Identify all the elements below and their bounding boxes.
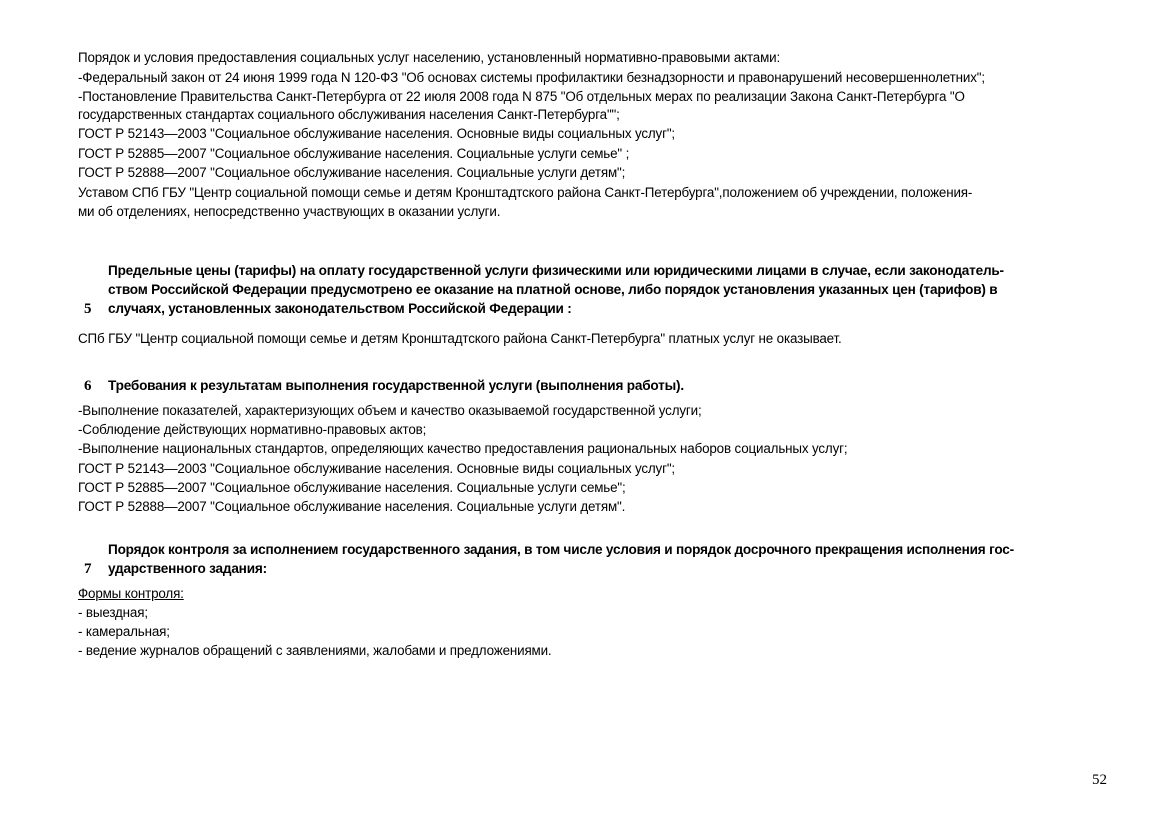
control-form-item: - ведение журналов обращений с заявлениями, жалобами и предложениями. xyxy=(78,643,552,658)
legal-basis-line: ГОСТ Р 52888—2007 "Социальное обслуживание населения. Социальные услуги детям"; xyxy=(78,165,626,180)
control-forms-label: Формы контроля: xyxy=(78,586,184,601)
section-6-line: ГОСТ Р 52888—2007 "Социальное обслуживание населения. Социальные услуги детям". xyxy=(78,499,626,514)
section-6-line: -Выполнение показателей, характеризующих объем и качество оказываемой государственной услуги; xyxy=(78,403,702,418)
section-7-number: 7 xyxy=(84,561,92,577)
section-6-number: 6 xyxy=(84,378,92,394)
section-5-heading: Предельные цены (тарифы) на оплату государственной услуги физическими или юридическими лицами в случае, если законодатель- xyxy=(108,263,1004,278)
control-form-item: - выездная; xyxy=(78,605,148,620)
legal-basis-line: ГОСТ Р 52885—2007 "Социальное обслуживание населения. Социальные услуги семье" ; xyxy=(78,146,630,161)
section-6-line: -Выполнение национальных стандартов, определяющих качество предоставления рациональных наборов социальных услуг; xyxy=(78,441,848,456)
legal-basis-line: государственных стандартах социального обслуживания населения Санкт-Петербурга""; xyxy=(78,107,620,122)
section-6-line: ГОСТ Р 52885—2007 "Социальное обслуживание населения. Социальные услуги семье"; xyxy=(78,480,626,495)
section-5-heading: случаях, установленных законодательством Российской Федерации : xyxy=(108,301,572,316)
legal-basis-line: -Постановление Правительства Санкт-Петербурга от 22 июля 2008 года N 875 "Об отдельных мерах по реализации Закона Санкт-Петербурга "О xyxy=(78,89,965,104)
section-5-number: 5 xyxy=(84,301,92,317)
page-number: 52 xyxy=(1092,772,1107,788)
section-7-heading: ударственного задания: xyxy=(108,561,267,576)
section-5-heading: ством Российской Федерации предусмотрено ее оказание на платной основе, либо порядок установления указанных цен (тарифов) в xyxy=(108,282,998,297)
section-6-line: -Соблюдение действующих нормативно-правовых актов; xyxy=(78,422,427,437)
section-5-body: СПб ГБУ "Центр социальной помощи семье и детям Кронштадтского района Санкт-Петербурга" платных услуг не оказывает. xyxy=(78,331,842,346)
legal-basis-line: ми об отделениях, непосредственно участвующих в оказании услуги. xyxy=(78,204,501,219)
legal-basis-line: -Федеральный закон от 24 июня 1999 года N 120-ФЗ "Об основах системы профилактики безнадзорности и правонарушений несовершеннолетних"; xyxy=(78,70,985,85)
section-7-heading: Порядок контроля за исполнением государственного задания, в том числе условия и порядок досрочного прекращения исполнения гос- xyxy=(108,542,1014,557)
control-form-item: - камеральная; xyxy=(78,624,170,639)
legal-basis-line: Уставом СПб ГБУ "Центр социальной помощи семье и детям Кронштадтского района Санкт-Петербурга",положением об учреждении, положения- xyxy=(78,185,973,200)
legal-basis-title: Порядок и условия предоставления социальных услуг населению, установленный нормативно-правовыми актами: xyxy=(78,50,781,65)
section-6-heading: Требования к результатам выполнения государственной услуги (выполнения работы). xyxy=(108,378,684,393)
section-6-line: ГОСТ Р 52143—2003 "Социальное обслуживание населения. Основные виды социальных услуг"; xyxy=(78,461,676,476)
legal-basis-line: ГОСТ Р 52143—2003 "Социальное обслуживание населения. Основные виды социальных услуг"; xyxy=(78,126,676,141)
